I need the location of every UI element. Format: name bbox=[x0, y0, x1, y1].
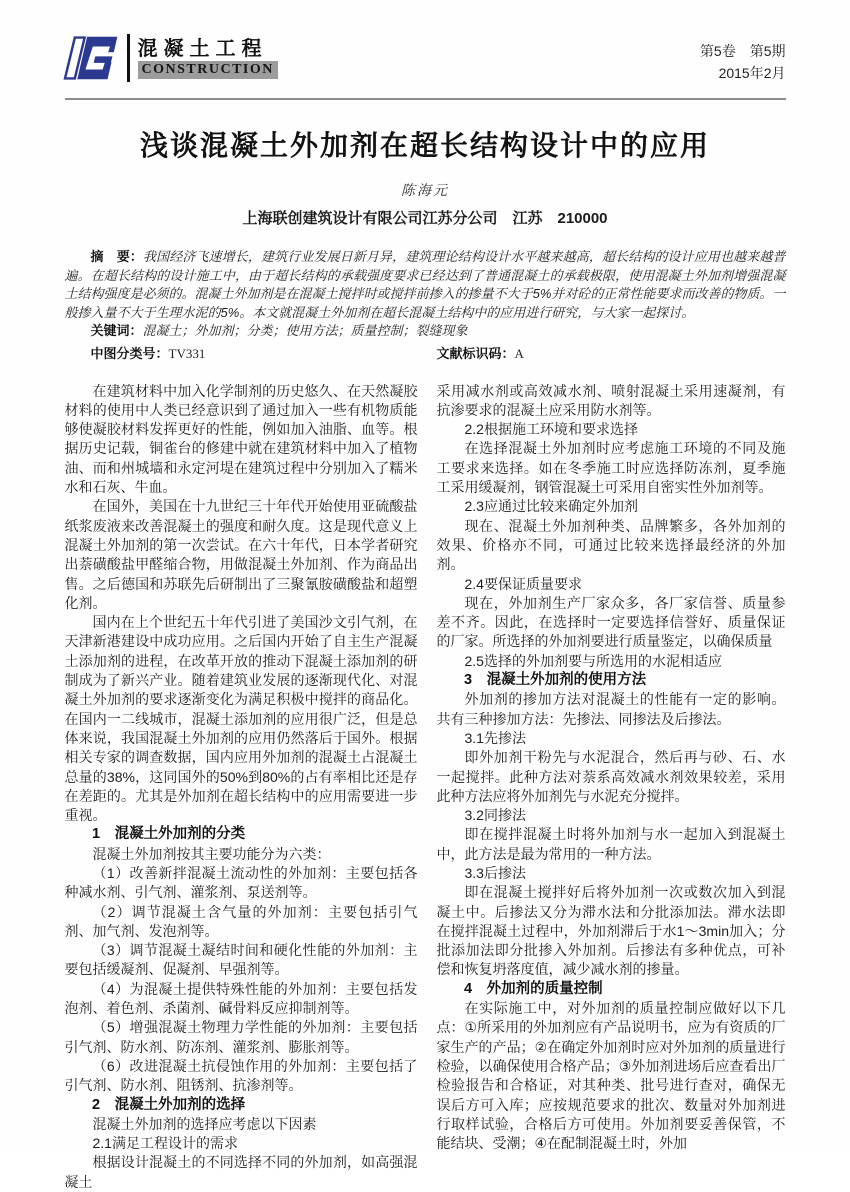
issue-date: 2015年2月 bbox=[718, 65, 786, 81]
body-paragraph: 混凝土外加剂按其主要功能分为六类： bbox=[92, 845, 331, 862]
section-heading: 2 混凝土外加剂的选择 bbox=[92, 1096, 246, 1113]
body-paragraph: 2.4要保证质量要求 bbox=[464, 575, 582, 592]
abstract-label: 摘 要： bbox=[90, 249, 143, 264]
body-paragraph: 现在，外加剂生产厂家众多，各厂家信誉、质量参差不齐。因此，在选择时一定要选择信誉好、质量保证的厂家。所选择的外加剂要进行质量鉴定，以确保质量 bbox=[436, 594, 786, 650]
journal-name-cn: 混凝土工程 bbox=[137, 38, 268, 60]
body-paragraph: 国内在上个世纪五十年代引进了美国沙文引气剂，在天津新港建设中成功应用。之后国内开始了自主生产混凝土添加剂的进程，在改革开放的推动下混凝土添加剂的研制成为了新兴产业。随着建筑业发展的逐渐现代化、对混凝土外加剂的要求逐渐变化为满足积极中搅拌的商品化。在国内一二线城市，混凝土添加剂的应用很广泛，但是总体来说，我国混凝土外加剂的应用仍然落后于国外。根据相关专家的调查数据，国内应用外加剂的混凝土占混凝土总量的38%，这同国外的50%到80%的占有率相比还是存在差距的。尤其是外加剂在超长结构中的应用需要进一步重视。 bbox=[64, 614, 418, 824]
body-paragraph: 现在、混凝土外加剂种类、品牌繁多，各外加剂的效果、价格亦不同，可通过比较来选择最经济的外加剂。 bbox=[436, 517, 786, 573]
body-paragraph: （6）改进混凝土抗侵蚀作用的外加剂：主要包括了引气剂、防水剂、阻锈剂、抗渗剂等。 bbox=[64, 1057, 418, 1094]
body-paragraph: 在实际施工中，对外加剂的质量控制应做好以下几点：①所采用的外加剂应有产品说明书，应为有资质的厂家生产的产品；②在确定外加剂时应对外加剂的质量进行检验，以确保使用合格产品；③外加剂进场后应查看出厂检验报告和合格证，对其种类、批号进行查对，确保无误后方可入库；应按规范要求的批次、数量对外加剂进行取样试验，合格后方可使用。外加剂要妥善保管，不能结块、受潮；④在配制混凝土时，外加 bbox=[436, 1000, 786, 1152]
brand-text bbox=[138, 37, 278, 79]
doc-code-value: A bbox=[514, 345, 524, 361]
body-paragraph: 3.1先掺法 bbox=[464, 729, 526, 746]
article-meta bbox=[65, 248, 786, 364]
body-paragraph: （5）增强混凝土物理力学性能的外加剂：主要包括引气剂、防水剂、防冻剂、灌浆剂、膨胀剂等。 bbox=[64, 1019, 418, 1055]
body-column-right bbox=[437, 382, 786, 1192]
body-paragraph: 即在搅拌混凝土时将外加剂与水一起加入到混凝土中，此方法是最为常用的一种方法。 bbox=[436, 826, 786, 862]
clc-number bbox=[65, 345, 437, 364]
abstract-text: 我国经济飞速增长，建筑行业发展日新月异，建筑理论结构设计水平越来越高，超长结构的设计应用也越来越普遍。在超长结构的设计施工中，由于超长结构的承载强度要求已经达到了普通混凝土的承载极限，使用混凝土外加剂增强混凝土结构强度是必须的。混凝土外加剂是在混凝土搅拌时或搅拌前掺入的掺量不大于5%并对砼的正常性能要求而改善的物质。一般掺入量不大于生理水泥的5%。本文就混凝土外加剂在超长混凝土结构中的应用进行研究，与大家一起探讨。 bbox=[64, 249, 786, 320]
classification-row bbox=[65, 345, 786, 364]
keywords-label: 关键词： bbox=[90, 323, 143, 339]
body-paragraph: 在建筑材料中加入化学制剂的历史悠久、在天然凝胶材料的使用中人类已经意识到了通过加入一些有机物质能够使凝胶材料发挥更好的性能，例如加入油脂、血等。根据历史记载，铜雀台的修建中就在建筑材料中加入了植物油、而和州城墙和永定河堤在建筑过程中分别加入了糯米水和石灰、牛血。 bbox=[64, 382, 418, 496]
abstract bbox=[65, 248, 786, 322]
journal-name-en: CONSTRUCTION bbox=[138, 61, 278, 79]
journal-brand bbox=[65, 34, 278, 82]
brand-divider bbox=[127, 34, 130, 82]
body-paragraph: 2.1满足工程设计的需求 bbox=[92, 1135, 238, 1152]
journal-header bbox=[65, 34, 786, 100]
body-paragraph: 在选择混凝土外加剂时应考虑施工环境的不同及施工要求来选择。如在冬季施工时应选择防冻剂，夏季施工采用缓凝剂，钢管混凝土可采用自密实性外加剂等。 bbox=[436, 440, 786, 496]
issue-info bbox=[700, 34, 786, 84]
section-heading: 4 外加剂的质量控制 bbox=[464, 980, 603, 997]
clc-value: TV331 bbox=[168, 345, 206, 361]
author-affiliation: 上海联创建筑设计有限公司江苏分公司 江苏 210000 bbox=[242, 210, 608, 227]
author-name: 陈海元 bbox=[401, 182, 449, 198]
body-paragraph: 采用减水剂或高效减水剂、喷射混凝土采用速凝剂，有抗渗要求的混凝土应采用防水剂等。 bbox=[436, 382, 786, 418]
body-paragraph: 2.5选择的外加剂要与所选用的水泥相适应 bbox=[464, 652, 722, 669]
doc-code bbox=[437, 345, 786, 364]
keywords bbox=[65, 322, 786, 341]
section-heading: 3 混凝土外加剂的使用方法 bbox=[464, 672, 647, 689]
keywords-text: 混凝土；外加剂；分类；使用方法；质量控制；裂缝现象 bbox=[142, 323, 468, 339]
page-title: 浅谈混凝土外加剂在超长结构设计中的应用 bbox=[139, 130, 710, 161]
body-paragraph: 根据设计混凝土的不同选择不同的外加剂，如高强混凝土 bbox=[64, 1154, 418, 1190]
doc-code-label: 文献标识码： bbox=[436, 345, 515, 361]
body-paragraph: （1）改善新拌混凝土流动性的外加剂：主要包括各种减水剂、引气剂、灌浆剂、泵送剂等。 bbox=[64, 864, 418, 901]
body-paragraph: 2.2根据施工环境和要求选择 bbox=[464, 421, 638, 438]
body-paragraph: 3.3后掺法 bbox=[464, 864, 526, 881]
body-column-left bbox=[65, 382, 418, 1192]
journal-logo-icon bbox=[65, 34, 119, 82]
body-paragraph: 外加剂的掺加方法对混凝土的性能有一定的影响。共有三种掺加方法：先掺法、同掺法及后掺法。 bbox=[436, 691, 786, 727]
section-heading: 1 混凝土外加剂的分类 bbox=[92, 826, 246, 843]
body-paragraph: 即外加剂干粉先与水泥混合，然后再与砂、石、水一起搅拌。此种方法对萘系高效减水剂效果较差，采用此种方法应将外加剂先与水泥充分搅拌。 bbox=[436, 749, 786, 804]
body-paragraph: 2.3应通过比较来确定外加剂 bbox=[464, 498, 638, 515]
body-paragraph: （3）调节混凝土凝结时间和硬化性能的外加剂：主要包括缓凝剂、促凝剂、早强剂等。 bbox=[64, 942, 418, 978]
clc-label: 中图分类号： bbox=[90, 345, 169, 361]
volume-issue: 第5卷 第5期 bbox=[699, 43, 786, 59]
body-paragraph: （2）调节混凝土含气量的外加剂：主要包括引气剂、加气剂、发泡剂等。 bbox=[64, 903, 418, 939]
body-paragraph: 3.2同掺法 bbox=[464, 807, 526, 824]
article-body bbox=[65, 382, 786, 1192]
body-paragraph: 混凝土外加剂的选择应考虑以下因素 bbox=[92, 1115, 317, 1132]
body-paragraph: 在国外，美国在十九世纪三十年代开始使用亚硫酸盐纸浆废液来改善混凝土的强度和耐久度。这是现代意义上混凝土外加剂的第一次尝试。在六十年代，日本学者研究出萘磺酸盐甲醛缩合物，用做混凝土外加剂、作为商品出售。之后德国和苏联先后研制出了三聚氰胺磺酸盐和超塑化剂。 bbox=[64, 498, 418, 611]
page-content bbox=[65, 0, 786, 1192]
body-paragraph: 即在混凝土搅拌好后将外加剂一次或数次加入到混凝土中。后掺法又分为滞水法和分批添加法。滞水法即在搅拌混凝土过程中，外加剂滞后于水1～3min加入；分批添加法即分批掺入外加剂。后掺法有多种优点，可补偿和恢复坍落度值，减少减水剂的掺量。 bbox=[436, 884, 786, 978]
body-paragraph: （4）为混凝土提供特殊性能的外加剂：主要包括发泡剂、着色剂、杀菌剂、碱骨料反应抑制剂等。 bbox=[64, 980, 418, 1017]
